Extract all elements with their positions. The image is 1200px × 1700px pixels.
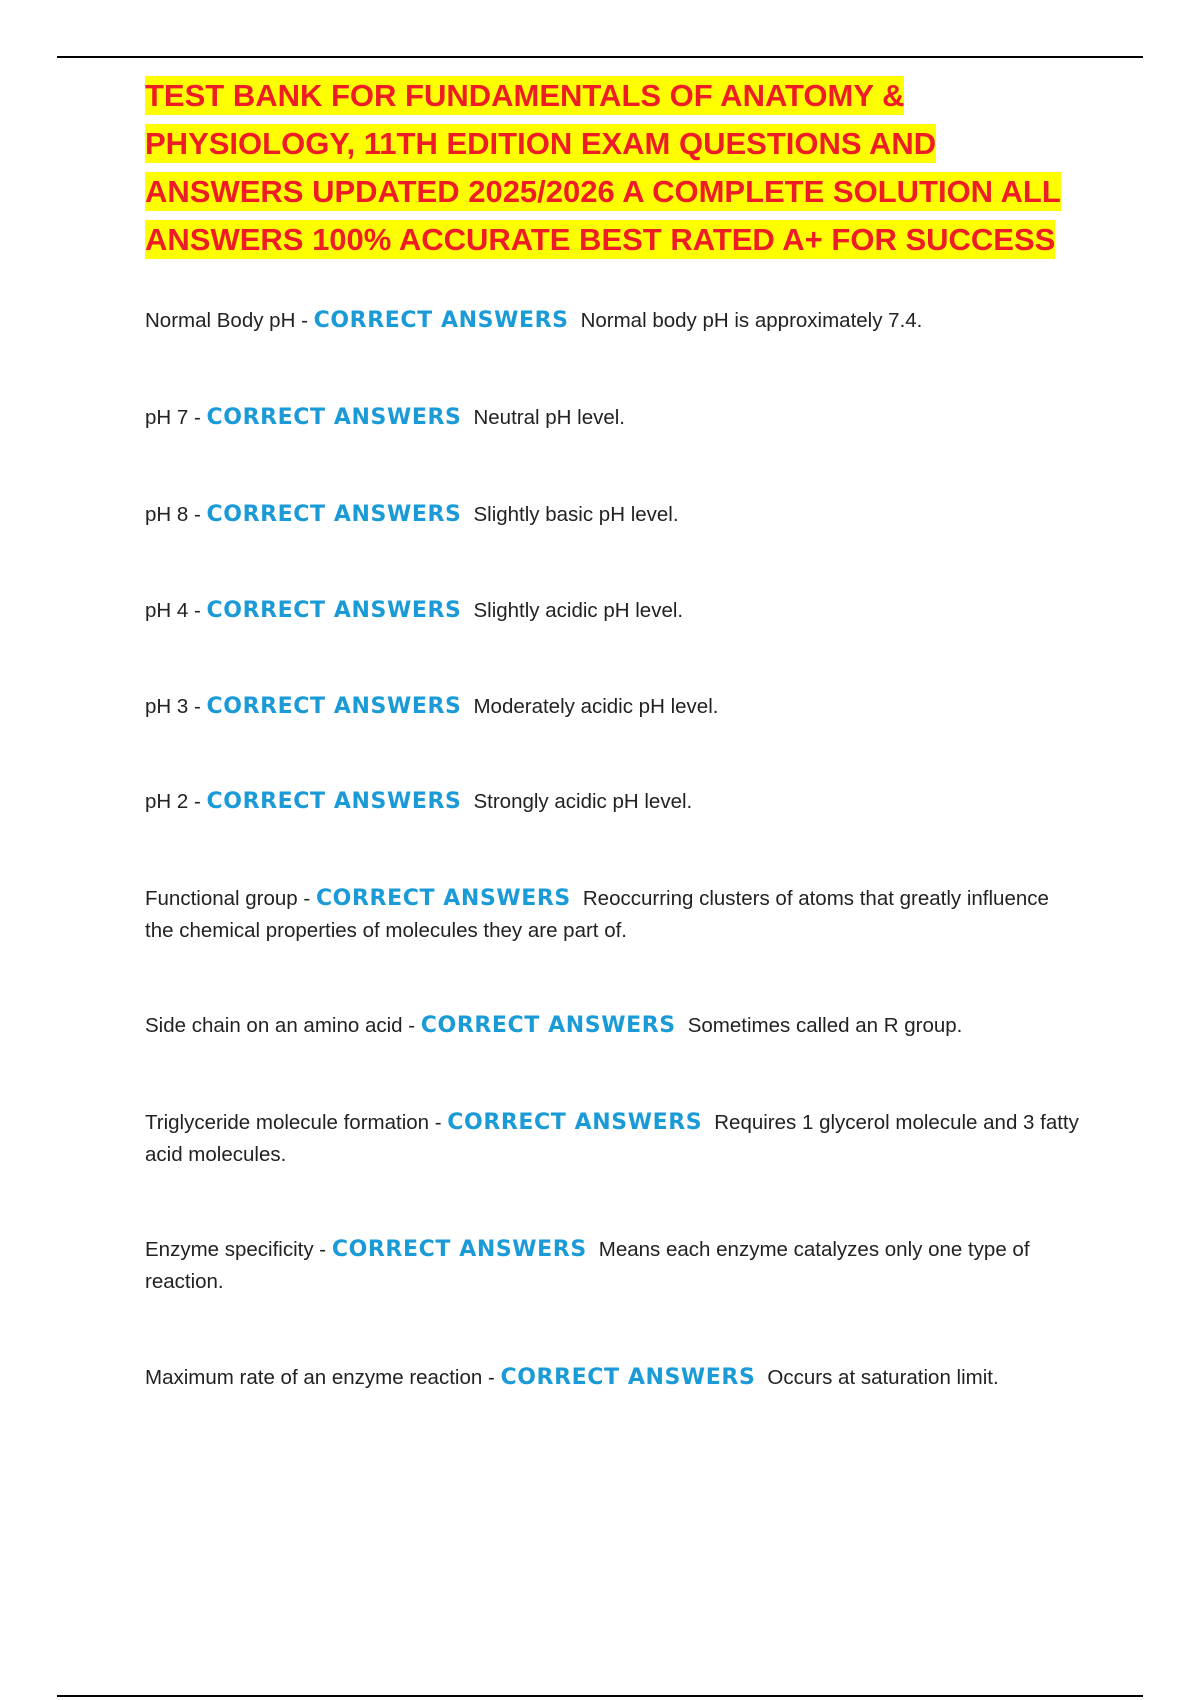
qa-term: Enzyme specificity - [145,1238,327,1261]
correct-answers-tag: CORRECT ANSWERS [331,1237,587,1262]
qa-item-ph-7 [145,402,1080,434]
qa-answer: Requires 1 glycerol molecule and 3 fatty acid molecules. [145,1111,1079,1166]
qa-item-ph-3 [145,691,1080,723]
correct-answers-tag: CORRECT ANSWERS [315,886,571,911]
correct-answers-tag: CORRECT ANSWERS [447,1110,703,1135]
title-highlight: TEST BANK FOR FUNDAMENTALS OF ANATOMY & PHYSIOLOGY, 11TH EDITION EXAM QUESTIONS AND ANSWERS UPDATED 2025/2026 A COMPLETE SOLUTION ALL ANSWERS 100% ACCURATE BEST RATED A+ FOR SUCCESS [145,78,1061,257]
qa-term: Functional group - [145,887,311,910]
correct-answers-tag: CORRECT ANSWERS [313,308,569,333]
top-divider [57,56,1143,58]
document-title [145,72,1075,264]
qa-item-ph-4 [145,595,1080,627]
correct-answers-tag: CORRECT ANSWERS [500,1365,756,1390]
qa-answer: Slightly basic pH level. [473,503,679,526]
qa-item-functional-group [145,883,1080,947]
qa-term: pH 7 - [145,406,201,429]
qa-item-triglyceride [145,1107,1080,1171]
correct-answers-tag: CORRECT ANSWERS [420,1013,676,1038]
qa-term: pH 3 - [145,695,201,718]
qa-item-normal-body-ph [145,305,1080,337]
qa-item-ph-2 [145,786,1080,818]
correct-answers-tag: CORRECT ANSWERS [206,405,462,430]
qa-item-max-enzyme-rate [145,1362,1080,1394]
qa-term: pH 4 - [145,599,201,622]
correct-answers-tag: CORRECT ANSWERS [206,694,462,719]
qa-answer: Moderately acidic pH level. [473,695,719,718]
qa-item-ph-8 [145,499,1080,531]
qa-answer: Normal body pH is approximately 7.4. [580,309,923,332]
qa-answer: Slightly acidic pH level. [473,599,684,622]
qa-answer: Reoccurring clusters of atoms that greatly influence the chemical properties of molecules they are part of. [145,887,1049,942]
correct-answers-tag: CORRECT ANSWERS [206,502,462,527]
qa-answer: Strongly acidic pH level. [473,790,693,813]
qa-term: Normal Body pH - [145,309,308,332]
bottom-divider [57,1695,1143,1697]
qa-term: Triglyceride molecule formation - [145,1111,442,1134]
qa-term: pH 2 - [145,790,201,813]
qa-answer: Means each enzyme catalyzes only one type of reaction. [145,1238,1030,1293]
qa-answer: Occurs at saturation limit. [767,1366,999,1389]
qa-item-side-chain [145,1010,1080,1042]
qa-answer: Sometimes called an R group. [687,1014,963,1037]
qa-term: pH 8 - [145,503,201,526]
qa-item-enzyme-specificity [145,1234,1080,1298]
qa-term: Maximum rate of an enzyme reaction - [145,1366,495,1389]
correct-answers-tag: CORRECT ANSWERS [206,789,462,814]
qa-answer: Neutral pH level. [473,406,626,429]
correct-answers-tag: CORRECT ANSWERS [206,598,462,623]
qa-term: Side chain on an amino acid - [145,1014,416,1037]
